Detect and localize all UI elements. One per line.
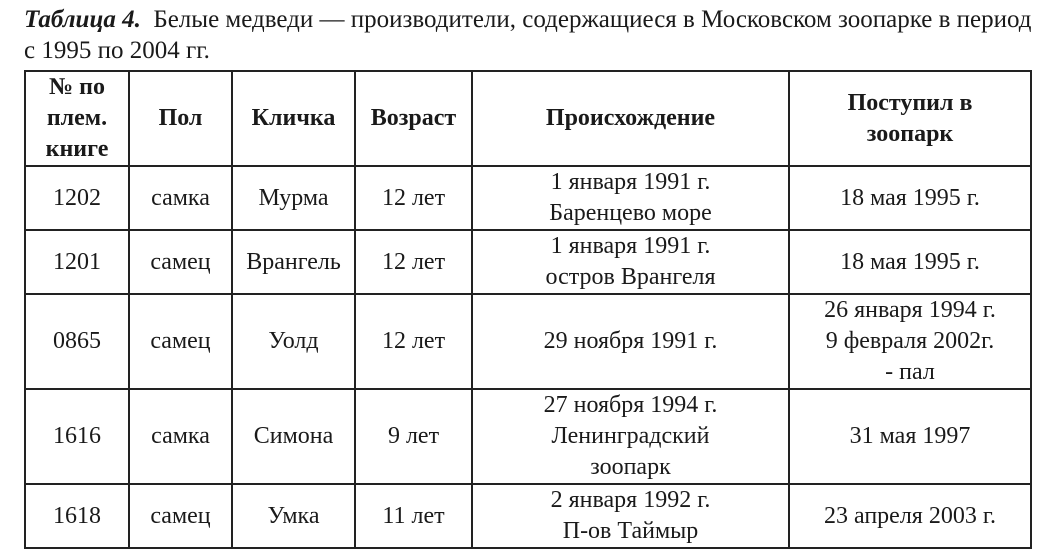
cell-sex: самец: [129, 484, 232, 548]
table-row: [25, 389, 1031, 484]
cell-sex: самка: [129, 166, 232, 230]
cell-sex: самка: [129, 389, 232, 484]
cell-line: 23 апреля 2003 г.: [824, 502, 996, 529]
header-line: № по: [49, 74, 105, 100]
cell-sex: самец: [129, 230, 232, 294]
cell-line: Баренцево море: [549, 200, 712, 226]
cell-arrived: [789, 484, 1031, 548]
header-line: Происхождение: [545, 105, 716, 131]
cell-line: 2 января 1992 г.: [550, 487, 711, 513]
cell-line: 31 мая 1997: [849, 423, 971, 449]
cell-origin: [472, 166, 789, 230]
cell-name: Уолд: [232, 294, 355, 389]
cell-line: П-ов Таймыр: [562, 518, 699, 544]
cell-arrived: [789, 230, 1031, 294]
header-row: [25, 71, 1031, 166]
cell-line: - пал: [885, 359, 935, 385]
header-line: плем.: [46, 105, 108, 131]
header-age: [355, 71, 472, 166]
cell-line: остров Врангеля: [545, 264, 716, 290]
cell-line: зоопарк: [590, 454, 671, 480]
header-sex: [129, 71, 232, 166]
cell-name: Мурма: [232, 166, 355, 230]
cell-number: 1201: [25, 230, 129, 294]
cell-age: 12 лет: [355, 166, 472, 230]
header-origin: [472, 71, 789, 166]
caption-label: Таблица 4.: [24, 6, 141, 33]
header-line: Возраст: [370, 105, 457, 131]
cell-age: 12 лет: [355, 294, 472, 389]
cell-number: 1618: [25, 484, 129, 548]
header-arrived: [789, 71, 1031, 166]
cell-origin: [472, 389, 789, 484]
cell-line: 1 января 1991 г.: [550, 169, 711, 195]
cell-number: 1202: [25, 166, 129, 230]
cell-number: 1616: [25, 389, 129, 484]
cell-age: 9 лет: [355, 389, 472, 484]
cell-line: 18 мая 1995 г.: [840, 184, 980, 211]
cell-arrived: [789, 294, 1031, 389]
cell-name: Симона: [232, 389, 355, 484]
cell-line: 27 ноября 1994 г.: [543, 392, 718, 418]
header-line: книге: [45, 136, 109, 162]
cell-line: 9 февраля 2002г.: [825, 328, 995, 354]
table-caption: [24, 4, 1034, 66]
table-row: [25, 294, 1031, 389]
cell-name: Врангель: [232, 230, 355, 294]
header-line: Поступил в: [847, 89, 973, 116]
table-row: [25, 230, 1031, 294]
cell-line: 29 ноября 1991 г.: [543, 328, 718, 354]
cell-line: 18 мая 1995 г.: [840, 248, 980, 275]
header-line: зоопарк: [866, 120, 954, 147]
cell-arrived: [789, 389, 1031, 484]
header-line: Кличка: [251, 105, 336, 131]
cell-origin: [472, 294, 789, 389]
cell-name: Умка: [232, 484, 355, 548]
cell-number: 0865: [25, 294, 129, 389]
cell-origin: [472, 230, 789, 294]
cell-age: 11 лет: [355, 484, 472, 548]
cell-line: 26 января 1994 г.: [824, 297, 996, 323]
header-name: [232, 71, 355, 166]
header-line: Пол: [158, 105, 203, 131]
caption-text: Белые медведи — производители, содержащиеся в Московском зоопарке в период с 1995 по 2004 гг.: [24, 6, 1032, 64]
cell-sex: самец: [129, 294, 232, 389]
table-row: [25, 484, 1031, 548]
header-studbook-number: [25, 71, 129, 166]
polar-bears-table: [24, 70, 1032, 549]
cell-line: 1 января 1991 г.: [550, 233, 711, 259]
table-row: [25, 166, 1031, 230]
cell-arrived: [789, 166, 1031, 230]
cell-age: 12 лет: [355, 230, 472, 294]
cell-line: Ленинградский: [551, 423, 710, 449]
cell-origin: [472, 484, 789, 548]
